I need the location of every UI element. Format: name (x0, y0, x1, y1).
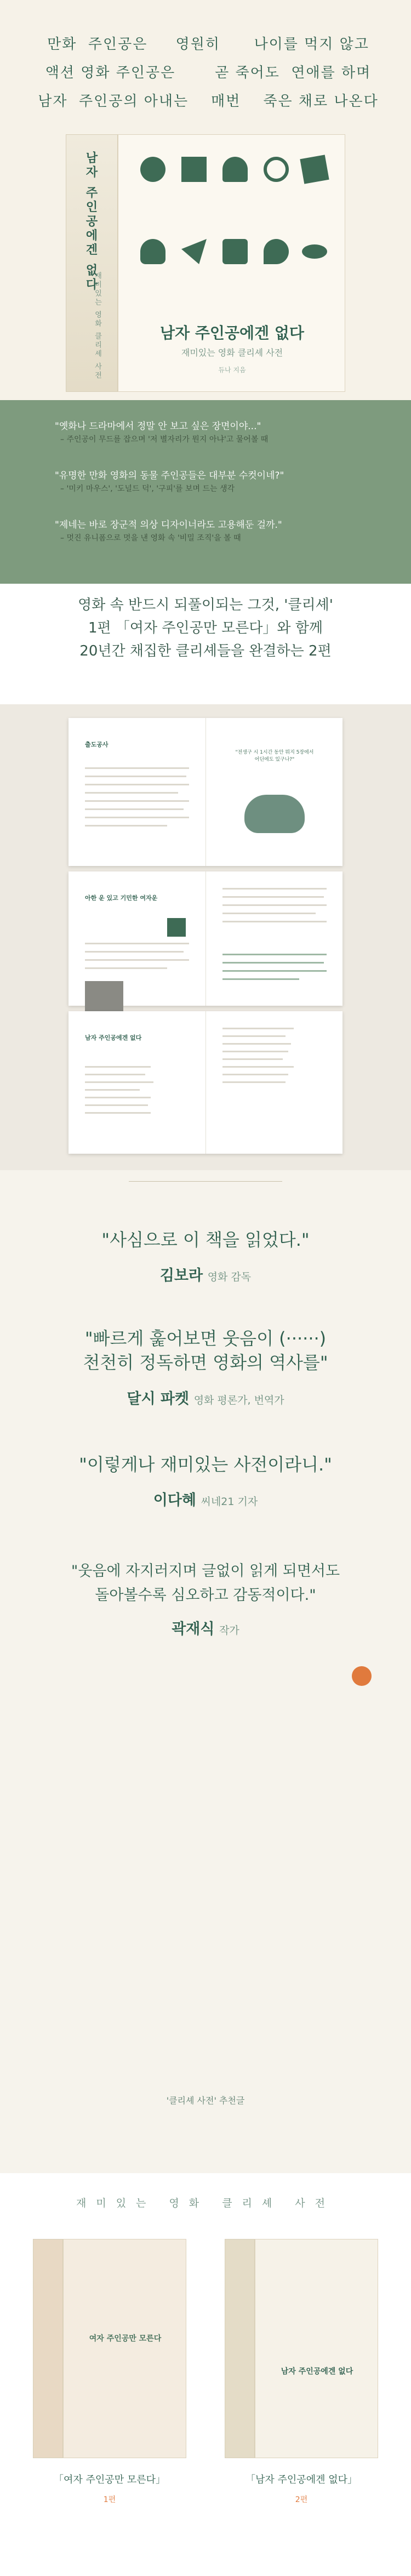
quote-card (55, 419, 356, 446)
hero-line-3: 남자 주인공의 아내는 매번 죽은 채로 나온다 (38, 93, 379, 110)
spine-title: 남자 주인공에겐 없다 (84, 151, 98, 293)
text-line (85, 808, 184, 810)
reviewer-name: 곽재식 (172, 1621, 215, 1638)
page-heading: 출도공사 (85, 741, 109, 748)
reviews-heading: '클리셰 사전' 추천글 (166, 2095, 245, 2106)
review-quote (0, 1228, 411, 1252)
cover-title: 남자 주인공에겐 없다 (160, 324, 304, 342)
reviewer (0, 1387, 411, 1408)
series-section (0, 2173, 411, 2576)
spread-right-page (206, 718, 342, 866)
highlight-line (222, 978, 299, 980)
text-line (85, 767, 189, 769)
page-heading: 아한 운 있고 기민한 여자운 (85, 894, 158, 902)
sample-spread-3 (68, 1011, 342, 1154)
book-front (63, 2239, 186, 2458)
quote-main: "옛화나 드라마에서 정말 안 보고 싶은 장면이야..." (55, 421, 261, 432)
series-book-1 (33, 2239, 186, 2458)
spread-left-page (68, 871, 206, 1006)
reviewer (0, 1263, 411, 1285)
reviewer-name: 이다혜 (153, 1492, 196, 1509)
text-line (222, 1058, 283, 1060)
book-cover-title: 남자 주인공에겐 없다 (281, 2367, 353, 2376)
sample-spread-2 (68, 871, 342, 1006)
intro-line: 20년간 채집한 클리셰들을 완결하는 2편 (79, 643, 332, 659)
review-quote-line: "사심으로 이 책을 읽었다." (101, 1229, 310, 1250)
text-line (222, 1028, 294, 1029)
quote-main: "제네는 바로 장군적 의상 디자이너라도 고용해둔 걸까." (55, 520, 282, 531)
reviewer (0, 1488, 411, 1509)
quote-sub: – '미키 마우스', '도널드 덕', '구피'를 보며 드는 생각 (60, 485, 235, 493)
arrow-icon (167, 918, 186, 937)
highlight-line (222, 962, 324, 964)
series-book-label: 「남자 주인공에겐 없다」 (246, 2474, 357, 2486)
review-quote-line: 천천히 정독하면 영화의 역사를" (83, 1352, 328, 1373)
text-line (85, 967, 167, 969)
review-quote-line: "이렇게나 재미있는 사전이라니." (79, 1454, 332, 1475)
text-line (85, 784, 189, 785)
book-spine (33, 2239, 63, 2458)
spine-subtitle: 재미있는 영화 클리셰 사전 (93, 272, 101, 380)
book-cover-title: 여자 주인공만 모른다 (89, 2334, 162, 2343)
spread-left-page (68, 1011, 206, 1154)
piano-icon (181, 157, 207, 182)
text-line (85, 1089, 140, 1091)
text-line (222, 1035, 286, 1037)
review-quote-line: "빠르게 훑어보면 웃음이 (······) (84, 1328, 327, 1349)
text-line (222, 1081, 286, 1083)
text-line (85, 1112, 151, 1114)
reviews-section (0, 1170, 411, 2173)
review-quote-line: 돌아볼수록 심오하고 감동적이다." (95, 1587, 316, 1604)
no-sign-icon (264, 157, 289, 182)
quote-sub: – 멋진 유니폼으로 멋을 낸 영화 속 '비밀 조직'을 볼 때 (60, 534, 241, 543)
series-title: 재미있는 영화 클리셰 사전 (76, 2197, 335, 2209)
cover-subtitle: 재미있는 영화 클리셰 사전 (181, 347, 283, 358)
text-line (222, 896, 324, 898)
divider (129, 1181, 282, 1182)
text-line (85, 1081, 153, 1083)
reviewer-role: 영화 감독 (207, 1271, 252, 1283)
quote-card (55, 469, 356, 495)
text-line (222, 1066, 294, 1068)
ring-icon (140, 157, 165, 182)
reviewer-role: 씨네21 기자 (201, 1496, 258, 1508)
intro-line: 영화 속 반드시 되풀이되는 그것, '클리셰' (78, 597, 333, 613)
series-book-label: 「여자 주인공만 모른다」 (54, 2474, 165, 2486)
text-line (85, 800, 189, 802)
text-line (222, 1051, 288, 1052)
text-line (85, 959, 189, 961)
review-quote (0, 1452, 411, 1477)
hero-line-2: 액션 영화 주인공은 곧 죽어도 연애를 하며 (45, 65, 372, 81)
person-icon (222, 157, 248, 182)
page-heading: "전생구 시 1시간 동안 뭐지 5장에서 어딘에도 있구나?" (235, 750, 314, 762)
lips-icon (302, 244, 327, 259)
hero-tagline (33, 30, 384, 116)
quote-main: "유명한 만화 영화의 동물 주인공들은 대부분 수컷이네?" (55, 470, 284, 481)
reviewer-name: 김보라 (159, 1267, 203, 1284)
book-front (255, 2239, 378, 2458)
newspaper-icon (300, 155, 329, 184)
spread-left-page (68, 718, 206, 866)
review-quote (0, 1559, 411, 1608)
cloud-illustration (244, 795, 305, 833)
review-quote (0, 1326, 411, 1375)
reviewer-name: 달시 파켓 (127, 1390, 190, 1407)
text-line (85, 817, 189, 818)
sample-spread-1 (68, 718, 342, 866)
woman-icon (140, 239, 165, 264)
series-book-2 (225, 2239, 378, 2458)
text-line (222, 913, 316, 914)
series-book-number: 1편 (103, 2495, 116, 2504)
plane-icon (181, 239, 207, 264)
text-line (85, 943, 189, 944)
text-line (85, 951, 184, 953)
review-quote-line: "웃음에 자지러지며 글없이 읽게 되면서도 (71, 1563, 340, 1580)
text-line (222, 1074, 288, 1075)
series-book-number: 2편 (295, 2495, 308, 2504)
text-line (85, 792, 178, 794)
publisher-logo-icon (352, 1666, 372, 1686)
spread-right-page (206, 871, 342, 1006)
cake-icon (222, 239, 248, 264)
quote-card (55, 518, 356, 544)
text-line (85, 1074, 145, 1075)
text-line (222, 888, 327, 890)
intro-section (0, 584, 411, 669)
cover-icon-grid (135, 157, 332, 299)
text-line (222, 904, 327, 906)
highlight-line (222, 970, 327, 972)
fire-icon (264, 239, 289, 264)
text-line (85, 825, 167, 827)
text-line (222, 921, 327, 922)
reviewer (0, 1617, 411, 1638)
quote-sub: – 주인공이 무드를 잡으며 '저 별자리가 뭔지 아냐'고 물어볼 때 (60, 435, 269, 444)
text-line (85, 1104, 148, 1106)
book-cover-3d (66, 134, 345, 392)
intro-line: 1편 「여자 주인공만 모른다」와 함께 (88, 620, 323, 636)
spread-right-page (206, 1011, 342, 1154)
reviewer-role: 영화 평론가, 번역가 (193, 1394, 284, 1406)
cover-author: 듀나 지음 (218, 366, 246, 374)
book-spine (66, 134, 118, 392)
text-line (222, 1043, 291, 1045)
text-line (85, 776, 186, 777)
book-spine (225, 2239, 255, 2458)
hero-line-1: 만화 주인공은 영원히 나이를 먹지 않고 (47, 36, 369, 53)
text-line (85, 1066, 151, 1068)
book-front (118, 134, 345, 392)
quote-band (0, 400, 411, 584)
page-heading: 남자 주인공에겐 없다 (85, 1034, 142, 1041)
text-line (85, 1097, 151, 1098)
hero-section (0, 0, 411, 400)
highlight-line (222, 954, 327, 955)
film-still-image (85, 981, 123, 1011)
reviewer-role: 작가 (219, 1625, 239, 1637)
